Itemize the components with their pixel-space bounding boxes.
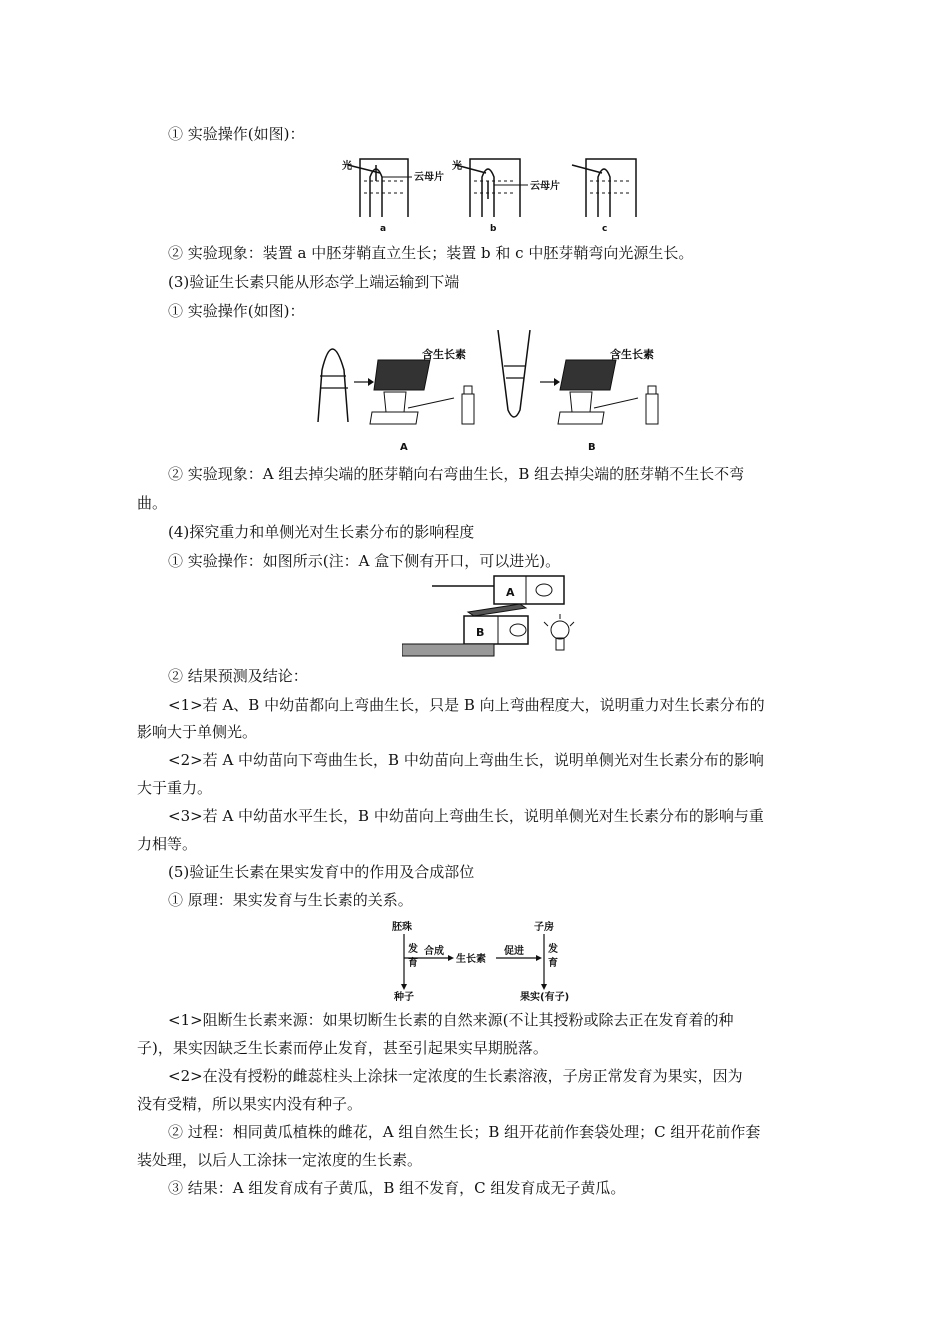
promote-label: 促进	[504, 946, 524, 957]
text-result: ③ 结果：A 组发育成有子黄瓜，B 组不发育，C 组发育成无子黄瓜。	[168, 1179, 626, 1197]
text-section3-heading: (3)验证生长素只能从形态学上端运输到下端	[168, 273, 460, 291]
text-step2-phenomenon: ② 实验现象：装置 a 中胚芽鞘直立生长；装置 b 和 c 中胚芽鞘弯向光源生长。	[168, 244, 694, 262]
coleoptile-mica-figure	[340, 155, 670, 235]
text-case1a: <1>若 A、B 中幼苗都向上弯曲生长，只是 B 向上弯曲程度大，说明重力对生长素分布的	[168, 696, 765, 714]
label-A: A	[400, 442, 408, 453]
text-step2-phenomenon-2b: 曲。	[137, 494, 168, 512]
develop-label-2a: 发	[548, 944, 558, 955]
ovule-label: 胚珠	[392, 922, 412, 933]
text-principle: ① 原理：果实发育与生长素的关系。	[168, 891, 413, 909]
auxin-label-b: 含生长素	[610, 348, 654, 361]
label-B: B	[588, 442, 596, 453]
text-case1b: 影响大于单侧光。	[137, 723, 258, 741]
text-case2b: 大于重力。	[137, 779, 213, 797]
group-a	[318, 347, 474, 453]
label-b: b	[490, 224, 497, 234]
text-step2-phenomenon-2a: ② 实验现象：A 组去掉尖端的胚芽鞘向右弯曲生长，B 组去掉尖端的胚芽鞘不生长不弯	[168, 465, 745, 483]
text-block-source-b: 子)，果实因缺乏生长素而停止发育，甚至引起果实早期脱落。	[137, 1039, 548, 1057]
gravity-light-figure	[402, 572, 592, 662]
auxin-transport-figure	[308, 330, 678, 458]
synth-label: 合成	[424, 946, 444, 957]
text-section5-heading: (5)验证生长素在果实发育中的作用及合成部位	[168, 863, 475, 881]
fruit-label: 果实(有子)	[520, 992, 570, 1002]
text-case2a: <2>若 A 中幼苗向下弯曲生长，B 中幼苗向上弯曲生长，说明单侧光对生长素分布的影响	[168, 751, 764, 769]
box-a-label: A	[506, 586, 515, 599]
label-a: a	[380, 224, 387, 234]
text-apply-auxin-a: <2>在没有授粉的雌蕊柱头上涂抹一定浓度的生长素溶液，子房正常发育为果实，因为	[168, 1067, 743, 1085]
text-step1-operation: ① 实验操作(如图)：	[168, 125, 305, 143]
text-section4-heading: (4)探究重力和单侧光对生长素分布的影响程度	[168, 523, 475, 541]
group-b	[498, 330, 658, 453]
text-step1-operation-2: ① 实验操作(如图)：	[168, 302, 305, 320]
text-process-b: 装处理，以后人工涂抹一定浓度的生长素。	[137, 1151, 423, 1169]
text-process-a: ② 过程：相同黄瓜植株的雌花，A 组自然生长；B 组开花前作套袋处理；C 组开花前作套	[168, 1123, 761, 1141]
develop-label-2b: 育	[548, 958, 558, 969]
text-case3a: <3>若 A 中幼苗水平生长，B 中幼苗向上弯曲生长，说明单侧光对生长素分布的影响与重	[168, 807, 764, 825]
seed-label: 种子	[394, 992, 414, 1002]
text-result-prediction: ② 结果预测及结论：	[168, 667, 308, 685]
light-label-b: 光	[452, 161, 462, 172]
develop-label-1a: 发	[408, 944, 418, 955]
mica-label-b: 云母片	[530, 181, 560, 192]
auxin-center-label: 生长素	[456, 954, 486, 965]
setup-b	[452, 159, 560, 234]
setup-c	[572, 159, 636, 234]
ovary-label: 子房	[534, 922, 554, 933]
text-step1-operation-3: ① 实验操作：如图所示(注：A 盒下侧有开口，可以进光)。	[168, 552, 561, 570]
text-block-source-a: <1>阻断生长素来源：如果切断生长素的自然来源(不让其授粉或除去正在发育着的种	[168, 1011, 734, 1029]
light-label-a: 光	[342, 161, 352, 172]
box-b-label: B	[476, 626, 485, 639]
label-c: c	[602, 224, 608, 234]
text-apply-auxin-b: 没有受精，所以果实内没有种子。	[137, 1095, 363, 1113]
text-case3b: 力相等。	[137, 835, 198, 853]
auxin-label-a: 含生长素	[422, 348, 466, 361]
setup-a	[342, 159, 444, 234]
fruit-auxin-diagram	[392, 918, 592, 1002]
mica-label-a: 云母片	[414, 172, 444, 183]
develop-label-1b: 育	[408, 958, 418, 969]
